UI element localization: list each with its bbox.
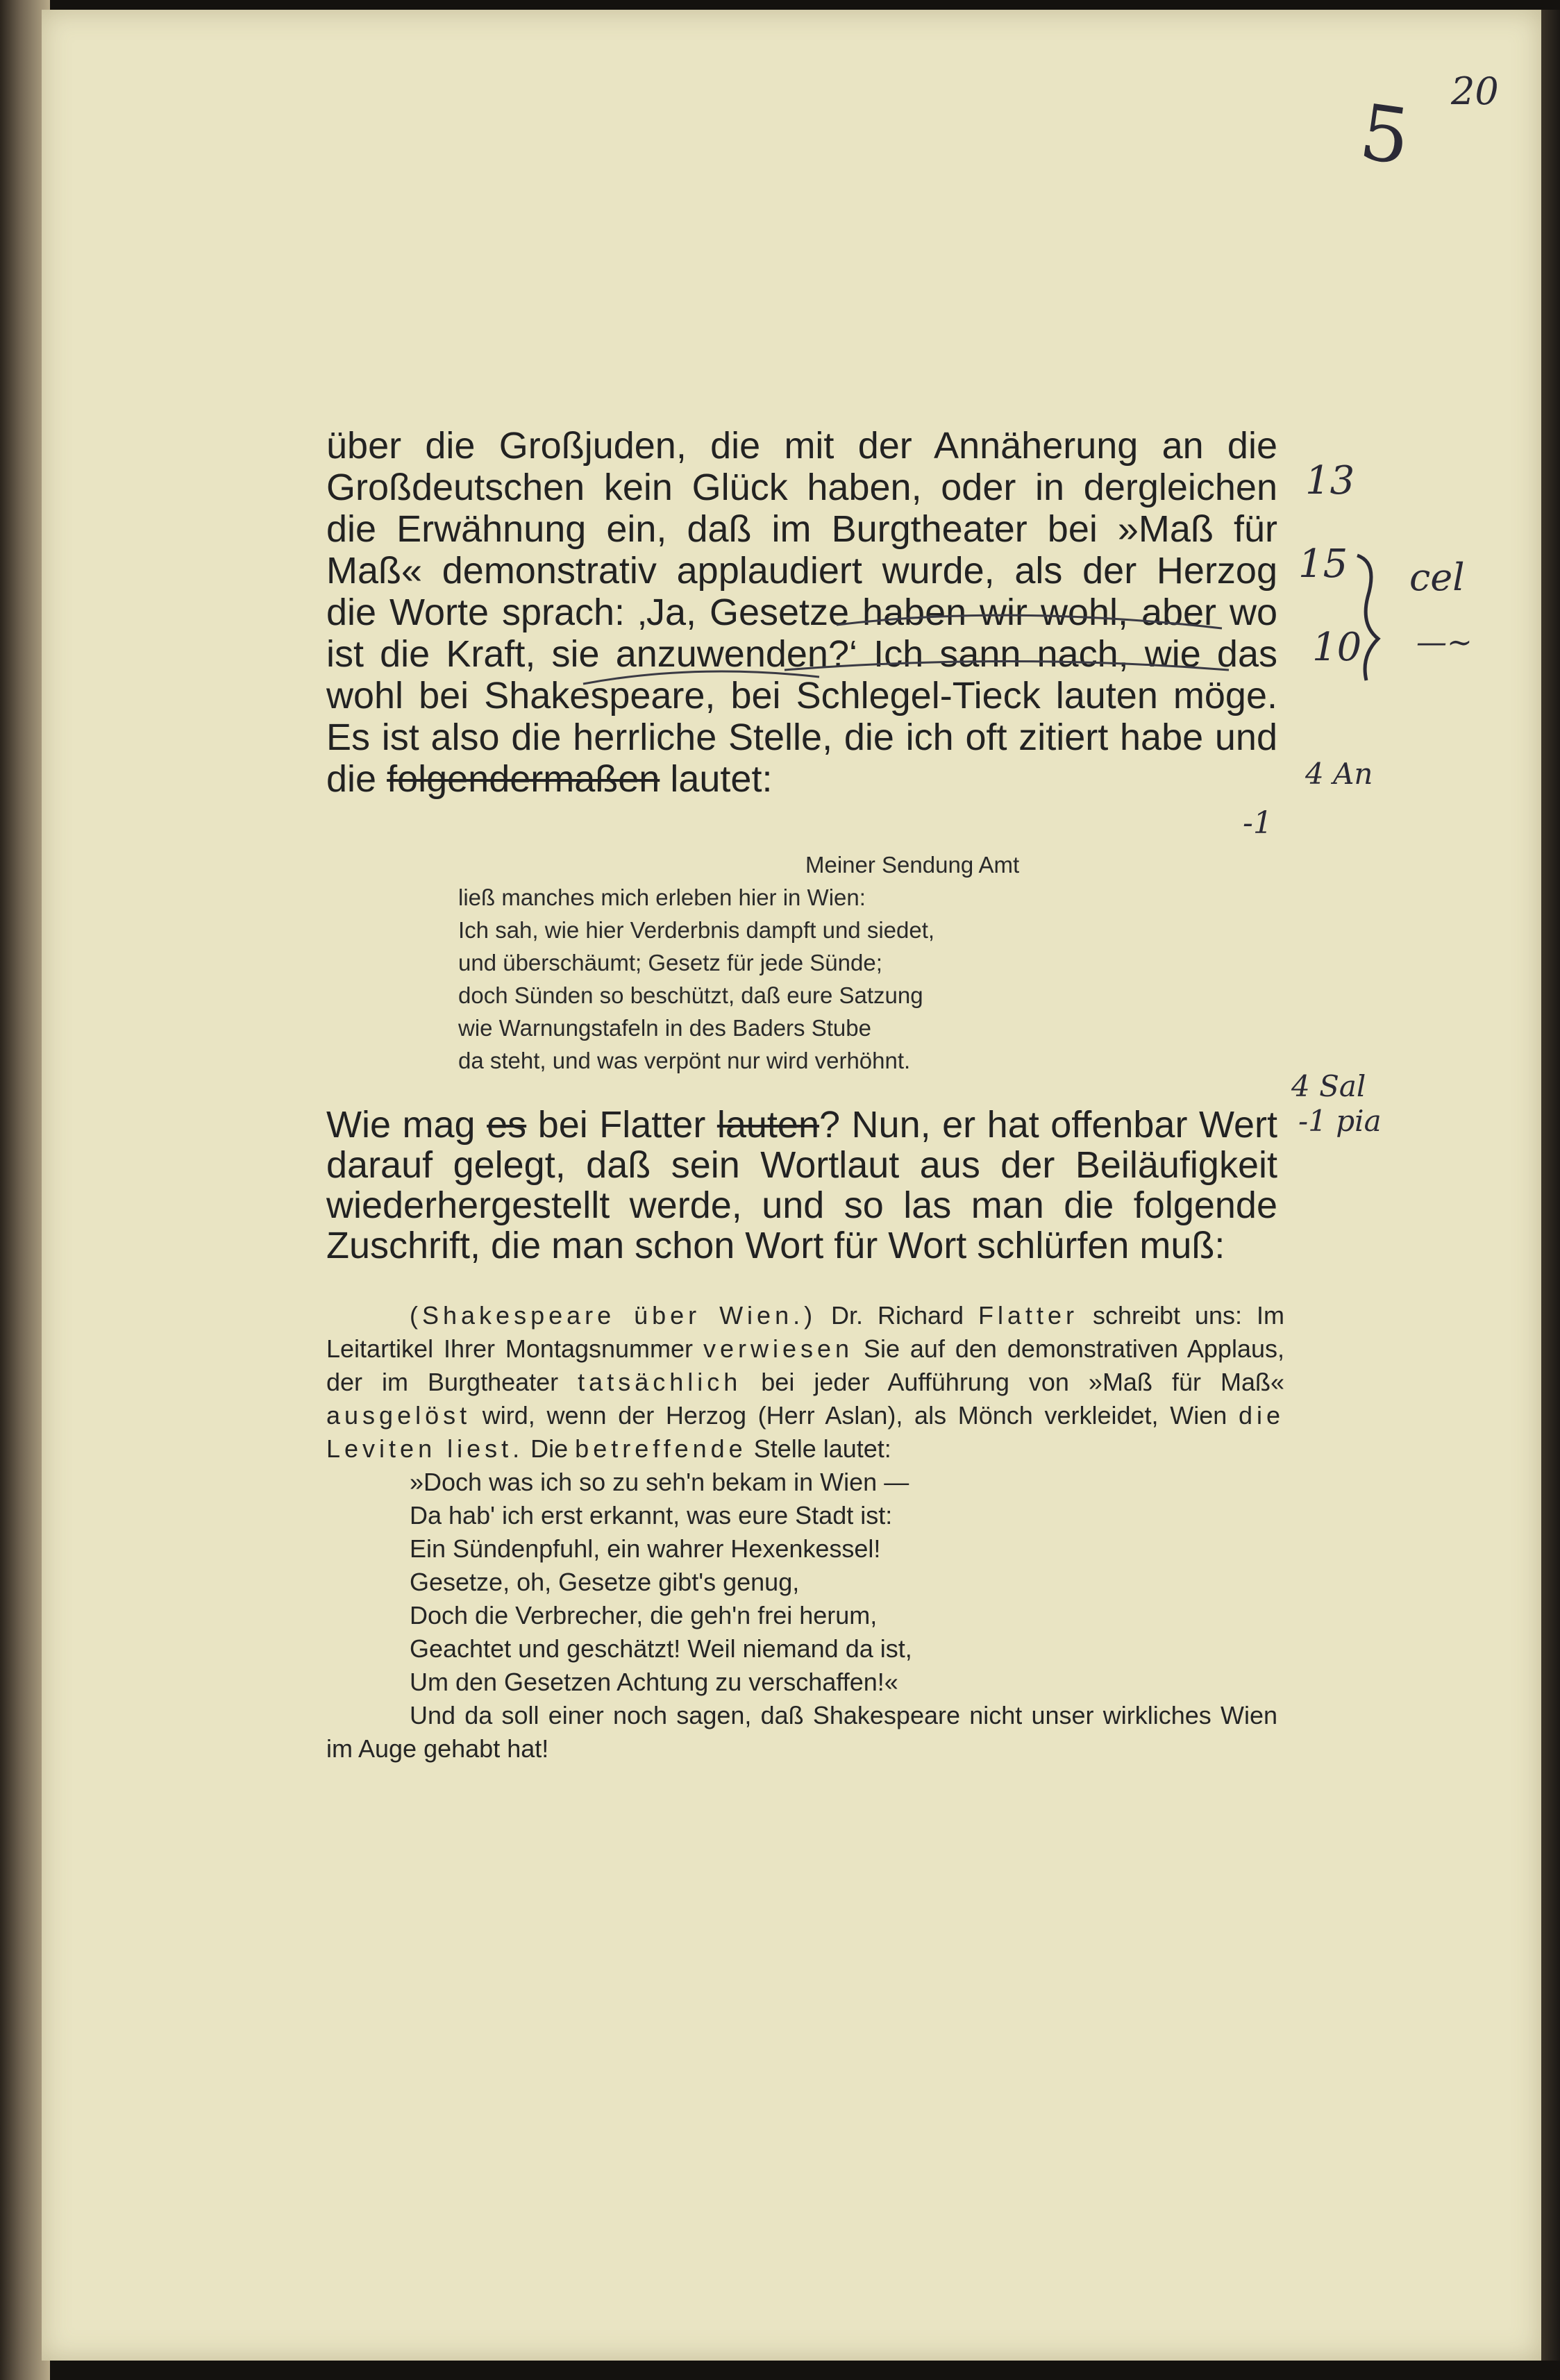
letter-text: bei jeder Aufführung von »Maß für Maß« <box>761 1368 1284 1396</box>
letter-emphasis: die Leviten liest. <box>326 1401 1284 1463</box>
margin-note: 13 <box>1305 458 1355 503</box>
margin-note: 4 Sal <box>1291 1069 1366 1103</box>
schlegel-tieck-quote <box>458 848 1104 1077</box>
quote-line: ließ manches mich erleben hier in Wien: <box>458 885 866 910</box>
paragraph-2 <box>326 1105 1277 1266</box>
letter-author-name: Flatter <box>978 1301 1079 1330</box>
page-edge <box>1541 10 1560 2361</box>
closing-text: Und da soll einer noch sagen, daß Shakespeare nicht unser wirkliches Wien im Auge gehabt hat! <box>326 1701 1277 1763</box>
letter-text: Sie auf den demonstrativen Applaus, der im Burgtheater <box>326 1334 1284 1396</box>
sheet-number: 5 <box>1354 87 1416 183</box>
paragraph-2-rest: ? Nun, er hat offenbar Wert darauf gelegt, daß sein Wortlaut aus der Beiläufigkeit wiederhergestellt werde, und so las man die folgende Zuschrift, die man schon Wort für Wort schlürfen muß: <box>326 1104 1277 1266</box>
letter-emphasis: verwiesen <box>703 1334 854 1363</box>
quote-line: wie Warnungstafeln in des Baders Stube <box>458 1015 871 1041</box>
closing-line <box>326 1699 1277 1766</box>
poem-line: Gesetze, oh, Gesetze gibt's genug, <box>410 1568 800 1596</box>
paragraph-2-mid: bei Flatter <box>537 1104 706 1146</box>
poem-line: Geachtet und geschätzt! Weil niemand da ist, <box>410 1634 912 1663</box>
letter-author: Dr. Richard <box>831 1301 964 1330</box>
margin-note: 15 <box>1298 542 1348 587</box>
paragraph-1-text: über die Großjuden, die mit der Annäherung an die Großdeutschen kein Glück haben, oder in dergleichen die Erwähnung ein, daß im Burgtheater bei »Maß für Maß« demonstrativ applaudiert wurde, als der Herzog die Worte sprach: ‚Ja, Gesetze haben wir wohl, aber wo ist die Kraft, sie anzuwenden?‘ Ich sann nach, wie das wohl bei Shakespeare, bei Schlegel-Tieck lauten möge. Es ist also die herrliche Stelle, die ich oft zitiert habe und die <box>326 425 1277 800</box>
paragraph-1 <box>326 425 1277 800</box>
poem-line: »Doch was ich so zu seh'n bekam in Wien — <box>410 1468 909 1496</box>
letter-text: Stelle lautet: <box>753 1434 891 1463</box>
flatter-quote <box>410 1466 1277 1699</box>
quote-line: doch Sünden so beschützt, daß eure Satzung <box>458 982 923 1008</box>
paragraph-1-end: lautet: <box>670 758 773 800</box>
margin-note: cel <box>1409 555 1465 599</box>
quote-line: und überschäumt; Gesetz für jede Sünde; <box>458 950 882 975</box>
quote-line: da steht, und was verpönt nur wird verhöhnt. <box>458 1048 911 1073</box>
quote-line: Ich sah, wie hier Verderbnis dampft und siedet, <box>458 917 935 943</box>
poem-line: Doch die Verbrecher, die geh'n frei herum, <box>410 1601 878 1629</box>
letter-emphasis: betreffende <box>575 1434 747 1463</box>
struck-word: folgendermaßen <box>387 758 660 800</box>
paragraph-2-start: Wie mag <box>326 1104 476 1146</box>
letter-text: Die <box>530 1434 569 1463</box>
poem-line: Da hab' ich erst erkannt, was eure Stadt ist: <box>410 1501 893 1530</box>
quote-line: Meiner Sendung Amt <box>805 852 1020 878</box>
letter-text: schreibt uns: Im Leitartikel Ihrer Montagsnummer <box>326 1301 1284 1363</box>
poem-line: Um den Gesetzen Achtung zu verschaffen!« <box>410 1668 898 1696</box>
struck-word: es <box>487 1104 527 1146</box>
margin-note: 10 <box>1312 625 1362 670</box>
margin-note: -1 pia <box>1298 1104 1382 1138</box>
letter-emphasis: tatsächlich <box>578 1368 742 1396</box>
letter-emphasis: ausgelöst <box>326 1401 471 1430</box>
struck-word: lauten <box>716 1104 819 1146</box>
folio-number: 20 <box>1451 69 1499 113</box>
margin-note: —~ <box>1416 625 1473 660</box>
letter-title: (Shakespeare über Wien.) <box>410 1301 817 1330</box>
margin-note: 4 An <box>1305 757 1373 791</box>
letter-text: wird, wenn der Herzog (Herr Aslan), als Mönch verkleidet, Wien <box>482 1401 1227 1430</box>
poem-line: Ein Sündenpfuhl, ein wahrer Hexenkessel! <box>410 1534 881 1563</box>
main-text <box>326 425 1284 1766</box>
margin-note: -1 <box>1243 805 1273 841</box>
flatter-letter <box>326 1299 1284 1466</box>
